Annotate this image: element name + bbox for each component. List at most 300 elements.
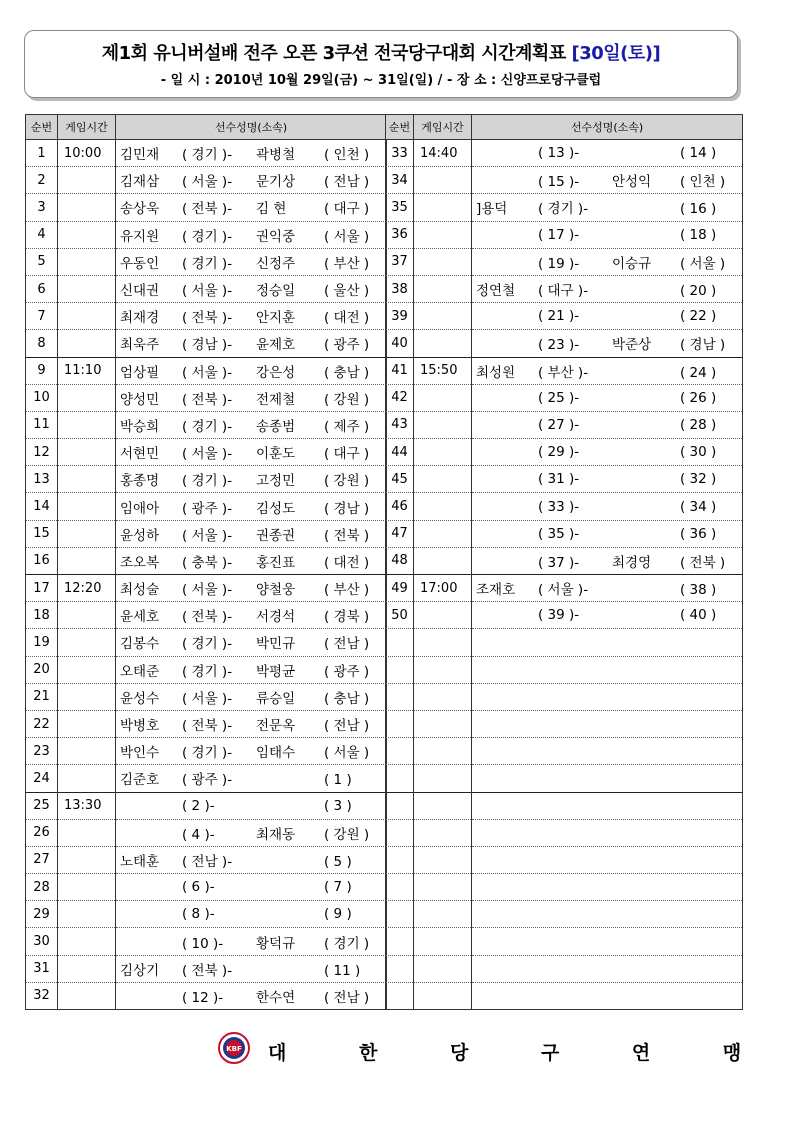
seq-cell: 38: [386, 275, 414, 302]
col-header-seq: 순번: [386, 115, 414, 140]
player2-affiliation: ( 경기 ): [324, 935, 370, 952]
player1-name: 송상욱: [120, 201, 160, 218]
players-cell: [472, 520, 743, 547]
players-cell: [116, 167, 387, 194]
player1-name: 홍종명: [120, 473, 160, 490]
player1-affiliation: ( 서울 )-: [182, 527, 233, 544]
player1-name: 최욱주: [120, 337, 160, 354]
player1-name: 신대권: [120, 283, 160, 300]
player1-name: 조오복: [120, 554, 160, 571]
players-cell: [116, 765, 387, 792]
federation-logo-icon: [218, 1032, 250, 1064]
schedule-table-right: [385, 114, 743, 1010]
player1-name: 양성민: [120, 391, 160, 408]
player1-affiliation: ( 19 )-: [538, 255, 580, 272]
time-cell: 10:00: [58, 140, 116, 167]
players-cell: [116, 846, 387, 873]
table-row: [26, 901, 387, 928]
time-cell: [414, 167, 472, 194]
table-row: [26, 466, 387, 493]
player2-affiliation: ( 광주 ): [324, 663, 370, 680]
table-row: [386, 928, 743, 955]
seq-cell: 1: [26, 140, 58, 167]
table-row: [26, 874, 387, 901]
player1-name: 김민재: [120, 147, 160, 164]
seq-cell: 29: [26, 901, 58, 928]
seq-cell: 17: [26, 575, 58, 602]
player1-name: 김재삼: [120, 174, 160, 191]
table-row: [26, 520, 387, 547]
player2-affiliation: ( 22 ): [680, 308, 717, 325]
seq-cell: 6: [26, 275, 58, 302]
seq-cell: 33: [386, 140, 414, 167]
seq-cell: 24: [26, 765, 58, 792]
time-cell: 12:20: [58, 575, 116, 602]
time-cell: [414, 602, 472, 629]
table-row: [26, 303, 387, 330]
player2-affiliation: ( 전남 ): [324, 174, 370, 191]
time-cell: [58, 629, 116, 656]
time-cell: [58, 547, 116, 574]
table-row: [26, 792, 387, 819]
time-cell: [58, 411, 116, 438]
players-cell: [472, 792, 743, 819]
players-cell: [472, 439, 743, 466]
time-cell: [414, 275, 472, 302]
page-title: [25, 39, 737, 65]
time-cell: [58, 602, 116, 629]
seq-cell: 12: [26, 439, 58, 466]
player1-affiliation: ( 31 )-: [538, 471, 580, 488]
player1-name: 윤성하: [120, 527, 160, 544]
players-cell: [116, 357, 387, 384]
player1-affiliation: ( 서울 )-: [182, 582, 233, 599]
table-row: [386, 901, 743, 928]
time-cell: 13:30: [58, 792, 116, 819]
time-cell: [414, 982, 472, 1009]
seq-cell: 20: [26, 656, 58, 683]
title-main: 제1회 유니버설배 전주 오픈 3쿠션 전국당구대회 시간계획표: [101, 43, 566, 64]
player2-affiliation: ( 인천 ): [324, 147, 370, 164]
table-row: [386, 656, 743, 683]
player1-affiliation: ( 2 )-: [182, 797, 215, 814]
seq-cell: 3: [26, 194, 58, 221]
time-cell: [414, 493, 472, 520]
table-row: [386, 547, 743, 574]
player1-affiliation: ( 전남 )-: [182, 853, 233, 870]
seq-cell: 19: [26, 629, 58, 656]
time-cell: [58, 194, 116, 221]
players-cell: [116, 411, 387, 438]
player1-affiliation: ( 29 )-: [538, 444, 580, 461]
title-box: [24, 30, 738, 98]
table-row: [386, 602, 743, 629]
player2-name: 박준상: [612, 337, 652, 354]
time-cell: [414, 221, 472, 248]
player2-affiliation: ( 대전 ): [324, 554, 370, 571]
table-row: [26, 357, 387, 384]
player2-affiliation: ( 강원 ): [324, 826, 370, 843]
player1-name: 김상기: [120, 962, 160, 979]
player1-affiliation: ( 부산 )-: [538, 364, 589, 381]
seq-cell: 15: [26, 520, 58, 547]
players-cell: [116, 955, 387, 982]
player1-affiliation: ( 21 )-: [538, 308, 580, 325]
seq-cell: [386, 765, 414, 792]
player2-name: 김 현: [256, 201, 287, 218]
player1-affiliation: ( 경기 )-: [182, 473, 233, 490]
player1-affiliation: ( 25 )-: [538, 389, 580, 406]
player1-affiliation: ( 12 )-: [182, 989, 224, 1006]
table-row: [386, 330, 743, 357]
table-row: [26, 384, 387, 411]
player2-affiliation: ( 강원 ): [324, 391, 370, 408]
seq-cell: 47: [386, 520, 414, 547]
seq-cell: 44: [386, 439, 414, 466]
seq-cell: 2: [26, 167, 58, 194]
table-row: [386, 466, 743, 493]
players-cell: [472, 248, 743, 275]
seq-cell: [386, 710, 414, 737]
player1-name: 최성술: [120, 582, 160, 599]
table-row: [26, 140, 387, 167]
col-header-seq: 순번: [26, 115, 58, 140]
seq-cell: 40: [386, 330, 414, 357]
players-cell: [472, 357, 743, 384]
players-cell: [472, 167, 743, 194]
table-row: [26, 411, 387, 438]
player2-affiliation: ( 전남 ): [324, 636, 370, 653]
player1-name: 우동인: [120, 255, 160, 272]
player1-affiliation: ( 전북 )-: [182, 718, 233, 735]
player2-affiliation: ( 40 ): [680, 607, 717, 624]
player1-affiliation: ( 15 )-: [538, 174, 580, 191]
table-row: [386, 303, 743, 330]
schedule-table-left: [25, 114, 387, 1010]
player1-name: ]용덕: [476, 201, 508, 218]
time-cell: [414, 384, 472, 411]
seq-cell: 30: [26, 928, 58, 955]
players-cell: [472, 411, 743, 438]
seq-cell: 49: [386, 575, 414, 602]
time-cell: [58, 656, 116, 683]
time-cell: [414, 738, 472, 765]
table-row: [386, 955, 743, 982]
player2-name: 임태수: [256, 745, 296, 762]
time-cell: [414, 439, 472, 466]
player2-affiliation: ( 경남 ): [680, 337, 726, 354]
time-cell: [58, 330, 116, 357]
player2-affiliation: ( 광주 ): [324, 337, 370, 354]
player2-name: 박평균: [256, 663, 296, 680]
player1-affiliation: ( 경기 )-: [538, 201, 589, 218]
players-cell: [472, 982, 743, 1009]
player2-affiliation: ( 28 ): [680, 416, 717, 433]
time-cell: [58, 982, 116, 1009]
seq-cell: [386, 819, 414, 846]
player2-affiliation: ( 충남 ): [324, 690, 370, 707]
seq-cell: 5: [26, 248, 58, 275]
player2-name: 박민규: [256, 636, 296, 653]
seq-cell: 23: [26, 738, 58, 765]
players-cell: [116, 575, 387, 602]
seq-cell: 28: [26, 874, 58, 901]
table-row: [26, 656, 387, 683]
time-cell: [58, 901, 116, 928]
player2-name: 윤제호: [256, 337, 296, 354]
time-cell: [414, 846, 472, 873]
seq-cell: [386, 846, 414, 873]
player1-affiliation: ( 광주 )-: [182, 500, 233, 517]
player2-name: 고정민: [256, 473, 296, 490]
player1-name: 조재호: [476, 582, 516, 599]
player2-affiliation: ( 경남 ): [324, 500, 370, 517]
table-row: [386, 710, 743, 737]
seq-cell: 18: [26, 602, 58, 629]
time-cell: [58, 765, 116, 792]
player1-name: 윤세호: [120, 609, 160, 626]
table-row: [386, 982, 743, 1009]
players-cell: [116, 547, 387, 574]
player2-affiliation: ( 대구 ): [324, 446, 370, 463]
player2-affiliation: ( 16 ): [680, 201, 717, 218]
player2-name: 전제철: [256, 391, 296, 408]
player1-affiliation: ( 전북 )-: [182, 310, 233, 327]
players-cell: [472, 303, 743, 330]
players-cell: [116, 928, 387, 955]
players-cell: [116, 439, 387, 466]
player2-name: 한수연: [256, 989, 296, 1006]
table-row: [386, 575, 743, 602]
player1-affiliation: ( 10 )-: [182, 935, 224, 952]
player2-name: 안지훈: [256, 310, 296, 327]
time-cell: [414, 330, 472, 357]
player1-affiliation: ( 광주 )-: [182, 772, 233, 789]
player2-name: 서경석: [256, 609, 296, 626]
player1-affiliation: ( 서울 )-: [182, 283, 233, 300]
seq-cell: 8: [26, 330, 58, 357]
time-cell: [58, 167, 116, 194]
players-cell: [116, 466, 387, 493]
table-row: [386, 792, 743, 819]
players-cell: [472, 221, 743, 248]
player2-affiliation: ( 대구 ): [324, 201, 370, 218]
players-cell: [472, 547, 743, 574]
table-row: [386, 439, 743, 466]
time-cell: [58, 520, 116, 547]
player2-affiliation: ( 20 ): [680, 283, 717, 300]
player1-name: 박병호: [120, 718, 160, 735]
player1-affiliation: ( 8 )-: [182, 906, 215, 923]
player2-name: 최재동: [256, 826, 296, 843]
player2-name: 홍진표: [256, 554, 296, 571]
table-row: [386, 411, 743, 438]
player1-affiliation: ( 39 )-: [538, 607, 580, 624]
seq-cell: 14: [26, 493, 58, 520]
table-header-row: [26, 115, 387, 140]
player2-affiliation: ( 18 ): [680, 226, 717, 243]
seq-cell: 16: [26, 547, 58, 574]
players-cell: [472, 928, 743, 955]
time-cell: [58, 303, 116, 330]
player2-affiliation: ( 30 ): [680, 444, 717, 461]
player1-affiliation: ( 전북 )-: [182, 609, 233, 626]
player2-name: 황덕규: [256, 935, 296, 952]
table-row: [386, 221, 743, 248]
player2-affiliation: ( 인천 ): [680, 174, 726, 191]
table-row: [26, 439, 387, 466]
seq-cell: 32: [26, 982, 58, 1009]
table-row: [386, 167, 743, 194]
player2-affiliation: ( 14 ): [680, 145, 717, 162]
player1-name: 최재경: [120, 310, 160, 327]
players-cell: [116, 330, 387, 357]
player1-name: 박인수: [120, 745, 160, 762]
player1-affiliation: ( 23 )-: [538, 337, 580, 354]
player1-affiliation: ( 충북 )-: [182, 554, 233, 571]
table-row: [26, 493, 387, 520]
time-cell: [414, 629, 472, 656]
player2-name: 이승규: [612, 255, 652, 272]
seq-cell: [386, 683, 414, 710]
seq-cell: [386, 901, 414, 928]
players-cell: [116, 683, 387, 710]
table-row: [386, 819, 743, 846]
player1-affiliation: ( 17 )-: [538, 226, 580, 243]
table-row: [26, 575, 387, 602]
player2-name: 곽병철: [256, 147, 296, 164]
player1-affiliation: ( 35 )-: [538, 525, 580, 542]
seq-cell: 50: [386, 602, 414, 629]
seq-cell: 22: [26, 710, 58, 737]
players-cell: [116, 901, 387, 928]
player2-affiliation: ( 38 ): [680, 582, 717, 599]
player2-affiliation: ( 강원 ): [324, 473, 370, 490]
player2-affiliation: ( 충남 ): [324, 364, 370, 381]
logo-text: KBF: [226, 1045, 242, 1053]
seq-cell: 35: [386, 194, 414, 221]
table-row: [26, 330, 387, 357]
time-cell: [58, 221, 116, 248]
players-cell: [472, 656, 743, 683]
table-row: [386, 874, 743, 901]
seq-cell: [386, 738, 414, 765]
seq-cell: 42: [386, 384, 414, 411]
time-cell: [58, 384, 116, 411]
player2-name: 송종범: [256, 418, 296, 435]
players-cell: [116, 602, 387, 629]
player1-name: 최성원: [476, 364, 516, 381]
seq-cell: 11: [26, 411, 58, 438]
table-row: [26, 955, 387, 982]
player2-affiliation: ( 부산 ): [324, 582, 370, 599]
table-row: [386, 384, 743, 411]
seq-cell: 7: [26, 303, 58, 330]
player2-name: 권익중: [256, 228, 296, 245]
player2-affiliation: ( 7 ): [324, 879, 352, 896]
seq-cell: 10: [26, 384, 58, 411]
table-row: [386, 275, 743, 302]
player1-affiliation: ( 13 )-: [538, 145, 580, 162]
col-header-players: 선수성명(소속): [116, 115, 387, 140]
time-cell: [58, 819, 116, 846]
player1-affiliation: ( 33 )-: [538, 498, 580, 515]
table-row: [26, 167, 387, 194]
seq-cell: 9: [26, 357, 58, 384]
seq-cell: [386, 629, 414, 656]
player1-affiliation: ( 경기 )-: [182, 636, 233, 653]
seq-cell: [386, 874, 414, 901]
table-row: [386, 140, 743, 167]
players-cell: [472, 575, 743, 602]
player1-affiliation: ( 4 )-: [182, 826, 215, 843]
table-row: [386, 194, 743, 221]
players-cell: [472, 710, 743, 737]
player2-affiliation: ( 34 ): [680, 498, 717, 515]
player2-affiliation: ( 전북 ): [680, 554, 726, 571]
time-cell: [58, 466, 116, 493]
players-cell: [116, 384, 387, 411]
time-cell: [58, 248, 116, 275]
players-cell: [472, 819, 743, 846]
time-cell: [58, 955, 116, 982]
player2-name: 신정주: [256, 255, 296, 272]
time-cell: [414, 683, 472, 710]
player1-affiliation: ( 전북 )-: [182, 962, 233, 979]
player2-affiliation: ( 울산 ): [324, 283, 370, 300]
time-cell: [58, 493, 116, 520]
player1-name: 노태훈: [120, 853, 160, 870]
time-cell: [58, 738, 116, 765]
page-subtitle: - 일 시 : 2010년 10월 29일(금) ~ 31일(일) / - 장 소 : 신양프로당구클럽: [160, 73, 602, 88]
player1-affiliation: ( 27 )-: [538, 416, 580, 433]
seq-cell: [386, 928, 414, 955]
player2-affiliation: ( 36 ): [680, 525, 717, 542]
players-cell: [116, 738, 387, 765]
col-header-players: 선수성명(소속): [472, 115, 743, 140]
player2-affiliation: ( 부산 ): [324, 255, 370, 272]
table-row: [386, 248, 743, 275]
seq-cell: 26: [26, 819, 58, 846]
table-row: [26, 221, 387, 248]
players-cell: [472, 194, 743, 221]
time-cell: [414, 901, 472, 928]
players-cell: [116, 710, 387, 737]
player1-name: 유지원: [120, 228, 160, 245]
table-row: [26, 683, 387, 710]
player1-affiliation: ( 경기 )-: [182, 255, 233, 272]
players-cell: [116, 194, 387, 221]
players-cell: [116, 248, 387, 275]
players-cell: [116, 819, 387, 846]
table-row: [26, 602, 387, 629]
time-cell: [414, 248, 472, 275]
player2-name: 권종권: [256, 527, 296, 544]
seq-cell: [386, 982, 414, 1009]
player1-affiliation: ( 경기 )-: [182, 745, 233, 762]
time-cell: [58, 275, 116, 302]
players-cell: [472, 275, 743, 302]
player2-affiliation: ( 32 ): [680, 471, 717, 488]
time-cell: [58, 874, 116, 901]
player1-affiliation: ( 서울 )-: [538, 582, 589, 599]
players-cell: [116, 221, 387, 248]
player2-affiliation: ( 11 ): [324, 962, 361, 979]
schedule-body-left: [26, 140, 387, 1010]
table-row: [26, 765, 387, 792]
table-row: [386, 683, 743, 710]
time-cell: [58, 439, 116, 466]
